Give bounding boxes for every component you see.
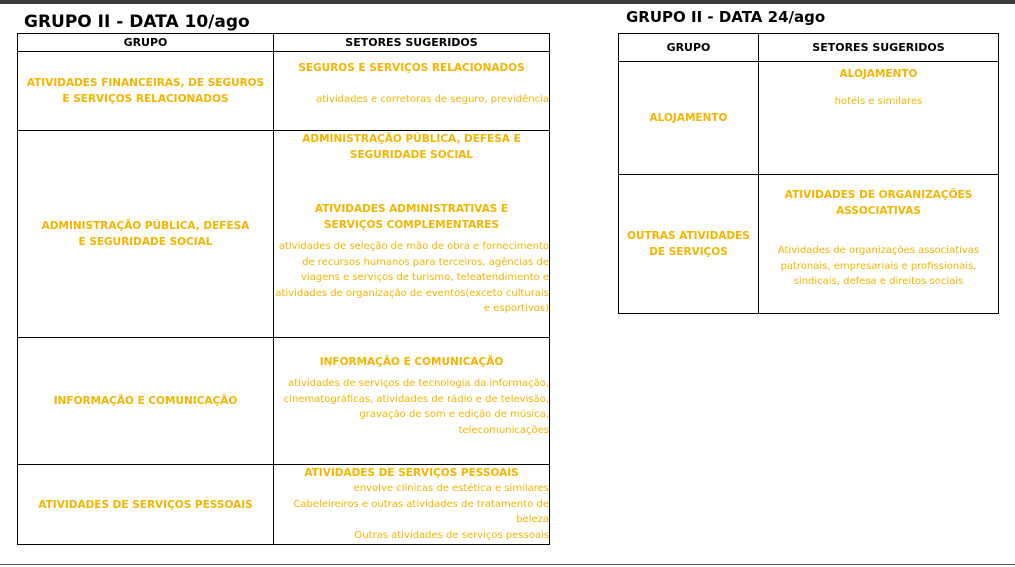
header-grupo: GRUPO xyxy=(18,34,274,52)
grupo-cell: ATIVIDADES FINANCEIRAS, DE SEGUROS E SERVIÇOS RELACIONADOS xyxy=(18,52,274,131)
sector-heading: INFORMAÇÃO E COMUNICAÇÃO xyxy=(319,356,504,368)
setores-cell xyxy=(274,465,550,545)
table-row xyxy=(619,62,999,175)
sector-description: atividades e corretoras de seguro, previdência xyxy=(316,94,549,105)
sector-heading: SEGUROS E SERVIÇOS RELACIONADOS xyxy=(298,62,525,74)
table-row xyxy=(18,465,550,545)
table-row xyxy=(619,175,999,314)
setores-cell xyxy=(274,52,550,131)
table-row xyxy=(18,52,550,131)
grupo-cell: ATIVIDADES DE SERVIÇOS PESSOAIS xyxy=(18,465,274,545)
grupo-cell: ADMINISTRAÇÃO PÚBLICA, DEFESA E SEGURIDADE SOCIAL xyxy=(18,131,274,338)
sector-heading: ATIVIDADES ADMINISTRATIVAS E SERVIÇOS COMPLEMENTARES xyxy=(314,203,509,231)
setores-cell xyxy=(274,338,550,465)
setores-cell xyxy=(759,62,999,175)
sector-description: Outras atividades de serviços pessoais xyxy=(354,529,549,541)
sector-description: envolve clínicas de estética e similares xyxy=(353,483,549,494)
sector-heading: ATIVIDADES DE SERVIÇOS PESSOAIS xyxy=(304,467,519,479)
grupo-cell: ALOJAMENTO xyxy=(619,62,759,175)
sector-description: atividades de seleção de mão de obra e fornecimento de recursos humanos para terceiros, agências de viagens e serviços de turismo, teleatendimento e atividades de organização de eventos(exceto culturais e esportivos) xyxy=(275,241,549,315)
section-title-10-ago: GRUPO II - DATA 10/ago xyxy=(24,12,250,32)
section-title-24-ago: GRUPO II - DATA 24/ago xyxy=(626,8,826,26)
sector-description: Cabeleireiros e outras atividades de tratamento de beleza xyxy=(293,498,549,526)
sector-heading: ATIVIDADES DE ORGANIZAÇÕES ASSOCIATIVAS xyxy=(784,189,973,217)
grupo-cell: INFORMAÇÃO E COMUNICAÇÃO xyxy=(18,338,274,465)
table-grupo-24-ago xyxy=(618,33,999,314)
table-row xyxy=(18,338,550,465)
sector-heading: ADMINISTRAÇÃO PÚBLICA, DEFESA E SEGURIDADE SOCIAL xyxy=(302,133,521,161)
table-grupo-10-ago xyxy=(17,33,550,545)
table-row xyxy=(18,131,550,338)
bottom-divider xyxy=(0,564,1015,565)
sector-description: Atividades de organizações associativas patronais, empresariais e profissionais, sindicais, defesa e direitos sociais xyxy=(777,245,980,288)
window-top-bar xyxy=(0,0,1015,4)
sector-description: hotéis e similares xyxy=(834,96,923,107)
header-grupo: GRUPO xyxy=(619,34,759,62)
header-setores: SETORES SUGERIDOS xyxy=(759,34,999,62)
setores-cell xyxy=(759,175,999,314)
setores-cell xyxy=(274,131,550,338)
sector-heading: ALOJAMENTO xyxy=(839,68,918,80)
header-setores: SETORES SUGERIDOS xyxy=(274,34,550,52)
grupo-cell: OUTRAS ATIVIDADES DE SERVIÇOS xyxy=(619,175,759,314)
sector-description: atividades de serviços de tecnologia da informação, cinematográficas, atividades de rádio e de televisão, gravação de som e edição de música, telecomunicações xyxy=(283,378,549,436)
